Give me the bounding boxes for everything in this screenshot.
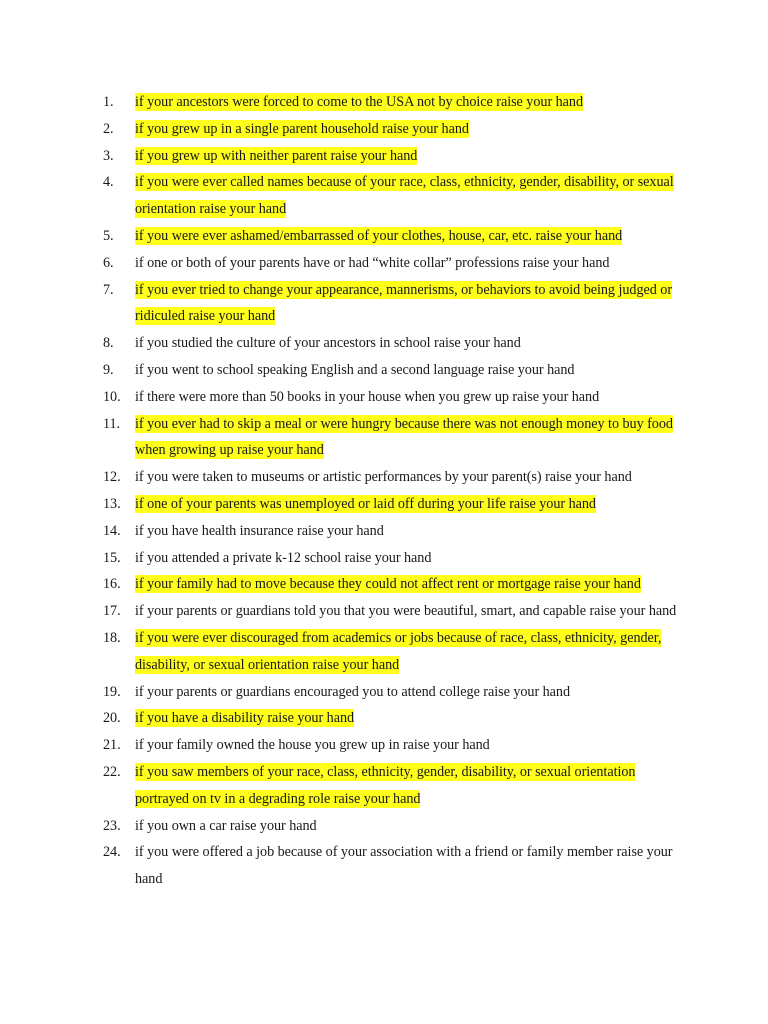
list-item (0, 250, 768, 277)
list-item-number: 22. (103, 763, 121, 780)
list-item-number: 20. (103, 710, 121, 727)
list-item (0, 598, 768, 625)
list-item-number: 7. (103, 281, 114, 298)
list-item-number: 4. (103, 174, 114, 191)
list-item-text: if one or both of your parents have or had “white collar” professions raise your hand (135, 254, 610, 271)
list-item (0, 143, 768, 170)
list-item-text: if you went to school speaking English and a second language raise your hand (135, 361, 575, 378)
list-item-number: 12. (103, 469, 121, 486)
list-item-number: 21. (103, 737, 121, 754)
list-item-text: if you attended a private k-12 school raise your hand (135, 549, 432, 566)
list-item-number: 23. (103, 817, 121, 834)
list-item-text: if you own a car raise your hand (135, 817, 317, 834)
list-item-number: 16. (103, 576, 121, 593)
list-item-text: if your parents or guardians told you that you were beautiful, smart, and capable raise your hand (135, 603, 677, 620)
list-item-text: if you have health insurance raise your hand (135, 522, 384, 539)
list-item-number: 13. (103, 495, 121, 512)
list-item-text: if you ever tried to change your appearance, mannerisms, or behaviors to avoid being judged or ridiculed raise your hand (135, 281, 673, 325)
list-item (0, 223, 768, 250)
list-item-text: if you were ever called names because of your race, class, ethnicity, gender, disability, or sexual orientation raise your hand (135, 174, 674, 218)
list-item-number: 8. (103, 335, 114, 352)
list-item (0, 813, 768, 840)
list-item-text: if you studied the culture of your ancestors in school raise your hand (135, 335, 521, 352)
list-item-text: if you grew up in a single parent household raise your hand (135, 120, 469, 137)
list-item-text: if there were more than 50 books in your house when you grew up raise your hand (135, 388, 600, 405)
list-item-number: 3. (103, 147, 114, 164)
list-item-text: if you were ever ashamed/embarrassed of your clothes, house, car, etc. raise your hand (135, 227, 623, 244)
list-item (0, 518, 768, 545)
list-item (0, 679, 768, 706)
list-item (0, 330, 768, 357)
list-item (0, 545, 768, 572)
list-item-number: 6. (103, 254, 114, 271)
list-item (0, 705, 768, 732)
list-item (0, 411, 768, 465)
list-item (0, 732, 768, 759)
list-item (0, 491, 768, 518)
list-item-text: if you saw members of your race, class, ethnicity, gender, disability, or sexual orientation portrayed on tv in a degrading role raise your hand (135, 763, 636, 807)
list-item (0, 384, 768, 411)
list-item (0, 759, 768, 813)
list-item-text: if you grew up with neither parent raise your hand (135, 147, 418, 164)
list-item-number: 24. (103, 844, 121, 861)
list-item (0, 571, 768, 598)
list-item-number: 5. (103, 227, 114, 244)
list-item (0, 464, 768, 491)
numbered-list (0, 89, 768, 893)
list-item (0, 116, 768, 143)
list-item-number: 9. (103, 361, 114, 378)
list-item-text: if one of your parents was unemployed or laid off during your life raise your hand (135, 495, 596, 512)
list-item-text: if you were ever discouraged from academics or jobs because of race, class, ethnicity, gender, disability, or sexual orientation raise your hand (135, 629, 662, 673)
list-item-text: if you have a disability raise your hand (135, 710, 355, 727)
list-item-number: 2. (103, 120, 114, 137)
list-item (0, 839, 768, 893)
list-item (0, 357, 768, 384)
list-item (0, 169, 768, 223)
list-item (0, 625, 768, 679)
list-item-number: 15. (103, 549, 121, 566)
list-item-text: if you were taken to museums or artistic performances by your parent(s) raise your hand (135, 469, 632, 486)
list-item (0, 277, 768, 331)
list-item-text: if your ancestors were forced to come to the USA not by choice raise your hand (135, 94, 583, 110)
list-item-number: 19. (103, 683, 121, 700)
list-item (0, 89, 768, 116)
list-item-number: 1. (103, 94, 114, 110)
list-item-number: 18. (103, 629, 121, 646)
list-item-number: 17. (103, 603, 121, 620)
list-item-text: if your parents or guardians encouraged you to attend college raise your hand (135, 683, 571, 700)
list-item-text: if your family owned the house you grew up in raise your hand (135, 737, 490, 754)
list-item-text: if you were offered a job because of your association with a friend or family member raise your hand (135, 844, 673, 888)
list-item-number: 10. (103, 388, 121, 405)
list-item-number: 14. (103, 522, 121, 539)
list-item-text: if your family had to move because they could not affect rent or mortgage raise your hand (135, 576, 641, 593)
list-item-number: 11. (103, 415, 121, 432)
list-item-text: if you ever had to skip a meal or were hungry because there was not enough money to buy food when growing up raise your hand (135, 415, 673, 459)
